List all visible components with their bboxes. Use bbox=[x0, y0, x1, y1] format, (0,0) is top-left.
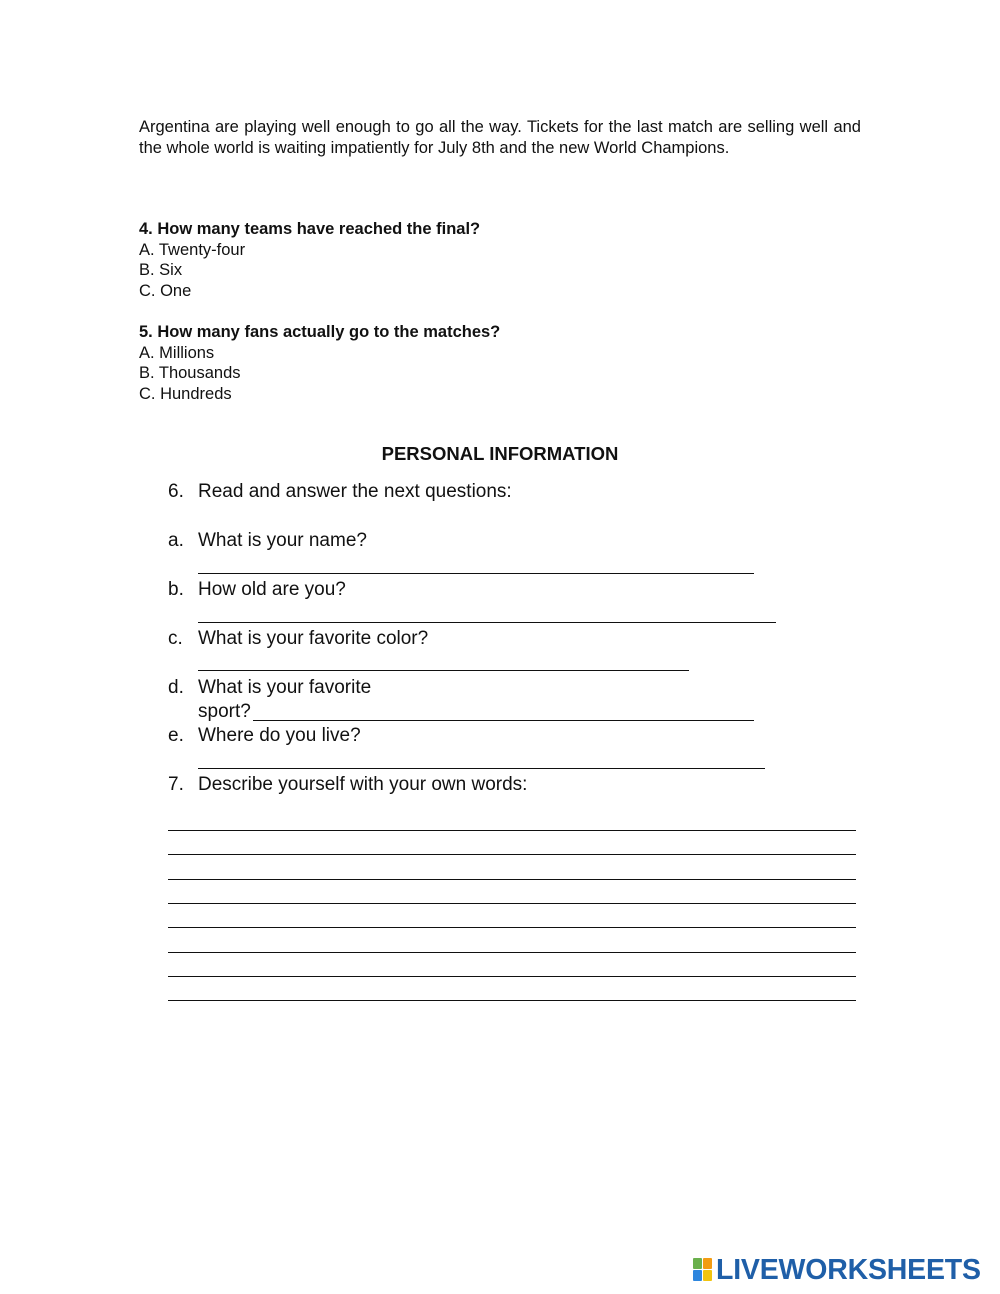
question-5-option-a: A. Millions bbox=[139, 343, 215, 362]
question-5 bbox=[139, 322, 500, 405]
question-d-text-2: sport? bbox=[198, 701, 251, 722]
liveworksheets-mark-icon bbox=[693, 1258, 713, 1282]
question-5-option-b: B. Thousands bbox=[139, 364, 241, 383]
writing-line[interactable] bbox=[168, 927, 856, 928]
question-4-option-b: B. Six bbox=[139, 261, 183, 280]
answer-line-d[interactable] bbox=[253, 720, 754, 721]
task-6-number: 6. bbox=[168, 481, 184, 502]
question-b-text: How old are you? bbox=[198, 579, 346, 600]
question-d-text: What is your favorite bbox=[198, 677, 372, 698]
writing-line[interactable] bbox=[168, 1000, 856, 1001]
question-c-letter: c. bbox=[168, 628, 183, 649]
question-c-text: What is your favorite color? bbox=[198, 628, 429, 649]
question-e-letter: e. bbox=[168, 725, 184, 746]
question-4-option-c: C. One bbox=[139, 282, 192, 301]
writing-line[interactable] bbox=[168, 830, 856, 831]
question-b-letter: b. bbox=[168, 579, 184, 600]
answer-line-e[interactable] bbox=[198, 768, 765, 769]
task-7-text: Describe yourself with your own words: bbox=[198, 774, 528, 795]
answer-line-a[interactable] bbox=[198, 573, 754, 574]
task-6-text: Read and answer the next questions: bbox=[198, 481, 512, 502]
question-d-letter: d. bbox=[168, 677, 184, 698]
writing-line[interactable] bbox=[168, 879, 856, 880]
answer-line-b[interactable] bbox=[198, 622, 776, 623]
writing-line[interactable] bbox=[168, 976, 856, 977]
writing-line[interactable] bbox=[168, 854, 856, 855]
liveworksheets-wordmark: LIVEWORKSHEETS bbox=[716, 1253, 981, 1286]
question-5-title: 5. How many fans actually go to the matches? bbox=[139, 323, 501, 341]
question-4-title: 4. How many teams have reached the final? bbox=[139, 220, 481, 238]
question-e-text: Where do you live? bbox=[198, 725, 361, 746]
question-a-text: What is your name? bbox=[198, 530, 367, 551]
task-7-number: 7. bbox=[168, 774, 184, 795]
question-a-letter: a. bbox=[168, 530, 184, 551]
writing-line[interactable] bbox=[168, 903, 856, 904]
question-5-option-c: C. Hundreds bbox=[139, 385, 232, 404]
section-title: PERSONAL INFORMATION bbox=[381, 443, 619, 464]
reading-passage: Argentina are playing well enough to go all the way. Tickets for the last match are selling well and the whole world is waiting impatiently for July 8th and the new World Champions. bbox=[139, 118, 861, 157]
question-4 bbox=[139, 219, 480, 302]
writing-line[interactable] bbox=[168, 952, 856, 953]
answer-line-c[interactable] bbox=[198, 670, 689, 671]
question-4-option-a: A. Twenty-four bbox=[139, 240, 246, 259]
liveworksheets-logo bbox=[693, 1255, 981, 1285]
